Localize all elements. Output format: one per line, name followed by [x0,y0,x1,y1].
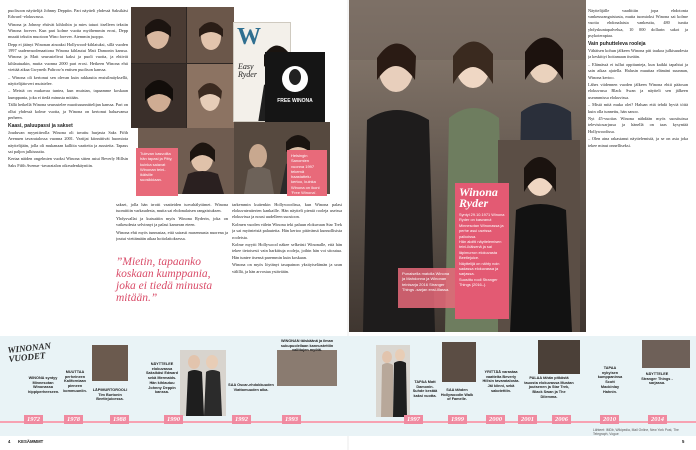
paragraph: Tällä hetkellä Winona seurustelee muotisuunnittelijan kanssa. Pari on ollut yhdessä kolme vuotta, ja Winona on kertonut haluavansa perheen. [8,102,128,120]
paragraph: tarkemmin kuitenkin Hollywoodissa, kun Winona palasi elokuvateatterien kankaille. Hän näytteli pieniä rooleja useissa elokuvissa ja nousi uudelleen suosioon. [232,202,342,220]
timeline-year: 2006 [552,415,571,424]
timeline-photo [442,342,476,382]
paragraph: sakset, jolla hän irrotti vaatteiden turvahälyttimet. Winona tuomittiin varkaudesta, mutta sai ehdonalaisen rangaistuksen. [116,202,228,214]
photo-caption-right: Helsingin Sanomien vuonna 1997 tekemä haastattelu kertoo, kuinka Winona on ikoni 'Free Winona'. [287,150,327,196]
paragraph: Näyttelijälle vaadittiin jopa ehdotonta vankeusrangaistusta, mutta tuomioksi Winona sai kolme vuotta ehdonalaista vankeutta, 480 tuntia yhdyskuntapalvelua, 10 000 dollarin sakot ja psykoterapiaa. [588,8,688,38]
paragraph: Kolmen vuoden välein Winona teki paluun elokuvaan Star Trek ja sai myönteistä palautetta. Hän kertoo pitävänsä kunnollisista rooleista. [232,222,342,240]
timeline-year: 1978 [64,415,83,424]
page-number-right: 5 [682,439,685,444]
paragraph: – Mistä mitä muka olet? Haluan että tehdä hyviä töitä kuin olla tunnettu, hän sanoo. [588,102,688,114]
subheading: Vain puhutteleva rooleja [588,41,646,48]
timeline-event: TAPAA Matt Damonin. Suhde kestää kaksi vuotta. [412,380,438,399]
timeline-event: YRITTÄÄ varastaa vaatteita Beverly Hillsin tavaratalosta. Jäi kiinni, sekä sakotettiin. [482,370,520,393]
paragraph: Jouduvan myyntiteolla Winona oli tavattu hurjasta Saks Fifth Avenuen tavaratalossa vuonna 2001. Vartijat kiinnittivät huomiota näyttelijään, jolla oli mukanaan kalliita vaatteita ja asusteita. Tapaus sai paljon julkisuutta. [8,130,128,154]
winona-portrait-image [498,140,580,332]
paragraph: Kertaa näiden ongelmien vuoksi Winona sitten astui Beverly Hillsin Saks Fifth Avenue -tavaratalon oikeudenkäyntiin. [8,156,128,168]
timeline-title: WINONAN VUODET [7,340,52,365]
source-credit: Lähteet: IMDb, Wikipedia, Mail Online, New York Post, The Telegraph, Vogue [593,428,679,436]
pull-quote: ”Mietin, tapaanko koskaan kumppania, joka ei tiedä minusta mitään.” [116,256,213,304]
timeline-year: 1972 [24,415,43,424]
timeline-year: 1990 [164,415,183,424]
timeline-year: 2010 [600,415,619,424]
timeline-event: MUUTTAA perheineen Kaliforniaan pieneen kommuuniin. [63,370,87,393]
paragraph: Yhdysvallat ja kutsuttiin myös Winona Ryderin, joka on vaikeudesta selvinnyt ja palasi kameran eteen. [116,215,228,228]
paragraph: Winona ja Johnny ehtivät kihloihin ja mies tatuoi itselleen tekstin Winona forever. Kun pari kolme vuotta myöhemmin erosi, Depp muutti tekstin muotoon Wino forever. Aiemmin juoppo. [8,21,128,40]
info-box [455,183,509,319]
info-box-line: Syntyi 29.10.1971 Winona Ryder on kasvanut Minnesotan Winonassa ja perhe asui useissa paikoissa. [459,212,505,239]
timeline-event: NÄYTTELEE Stranger Things -sarjassa. [641,372,673,386]
timeline-event: TAPAA nykyisen kumppaninsa Scott Mackinlay Hahnin. [597,366,623,394]
free-winona-text: FREE WINONA [277,98,313,104]
paragraph: – Winona oli kertonut sen olevan kuin rakkautta ensisilmäyksellä, näyttelijätoveri muistelee. [8,74,128,86]
timeline-event: WINONA syntyy Minnesotan Winonassa hippiperheeseen. [28,376,60,395]
timeline-year: 2000 [486,415,505,424]
timeline-year: 1993 [282,415,301,424]
page-number-left: 4 [8,439,11,444]
timeline-year: 1992 [232,415,251,424]
paragraph: puolisoon näyttelijä Johnny Deppiin. Pari näytteli yhdessä Saksikäsi Edward -elokuvassa. [8,8,128,20]
info-box-line: Näyttelijä on nähty noin sadassa elokuvassa ja sarjassa. [459,260,500,277]
couple-image [180,350,226,416]
timeline-year: 1988 [110,415,129,424]
paragraph: – Olen aina rakastanut näyttelemistä, ja se on asia joka tekee minut onnelliseksi. [588,136,688,148]
left-text-column-1 [8,8,128,330]
timeline-photo [642,340,690,368]
paragraph: Lähes viidennen vuoden jälkeen Winona ehtii pääosan elokuvassa Black Swan ja näytteli sen jälkeen useammissa elokuvissa. [588,82,688,100]
film-stills-image [131,7,234,128]
timeline-event: WINONAN täiskäänä ja ilman sukupuolellaan kannustettiin valittujen myötä. [280,339,334,353]
paragraph: Vähäisen kohun jälkeen Winona piti taukoa julkisuudesta ja keskittyi hoitamaan itseään. [588,48,688,60]
winona-portrait-photo [498,140,580,332]
timeline-year: 1999 [448,415,467,424]
red-carpet-caption: Punaisella matolla Winona ja Mahdonna ja Winonan teinisarja 2016 Stranger Things -sarjan ensi-illassa. [398,268,456,308]
timeline-photo [180,350,226,416]
paragraph: – Meistä on mukavaa tuntea, kun muistan, tapaamme koskaan kumppania, joka ei tiedä minusta mitään. [8,88,128,100]
paragraph: Nyt 45-vuotias Winona nähdään myös suosituissa televisiosarjassa ja hänellä on taas kysyntää Hollywoodissa. [588,116,688,134]
timeline-photo [92,345,128,381]
timeline-event: SAA Oscar-ehdokkuuden Viattomuuden aika. [228,383,274,392]
timeline-photo [376,345,410,417]
timeline-year: 1997 [404,415,423,424]
timeline-line [0,421,696,423]
shirt-image [265,52,325,122]
magazine-name: KESÄMMMT [18,439,44,444]
magazine-logo: W [237,24,261,50]
left-text-column-3 [116,202,228,254]
paragraph: Winona ehti myös tunnustaa, että sairasti masennusta nuorena ja joutui viettämään aikaa hoitolaitoksessa. [116,229,228,242]
paragraph: – Elämässä ei tullut oppitunteja, kun kaikki tapahtui ja sain aikaa ajatella. Halusin muuttaa elämäni suunnan, Winona kertoo. [588,62,688,80]
timeline-event: SAA tähden Hollywoodin Walk of Famelle. [440,388,474,402]
free-winona-shirt-photo [265,52,325,122]
paragraph: Kolme myytti Hollywood näkee selkeästi Winonalle, että hän tekee tietoisesti vain harkittuja rooleja, joihin hän voi sitoutua. Hän tuntee itsensä paremmin kuin koskaan. [232,242,342,260]
photo-caption-left: Tulevan kasvoilta hän tapasi ja Pitty, kuinka saiavat Winonan teini-ikäisille suosikkiaan. [136,148,178,196]
timeline-year: 2001 [518,415,537,424]
couple-image [376,345,410,417]
timeline-year: 2014 [648,415,667,424]
info-box-name: Winona Ryder [459,185,498,210]
photo-collage-left [131,7,234,128]
paragraph: Winona on myös löytänyt tasapainon yksityiselämän ja uran välillä, ja hän arvostaa ystäviään. [232,262,342,274]
info-box-line: Suosittu rooli Stranger Things (2016–). [459,276,498,288]
subheading: Kaasi, paluupassi ja sakset [8,122,73,129]
timeline-event: NÄYTTELEE elokuvassa Saksikäsi Edward sekä Mermaids. Hän kihlautuu Johnny Deppin kanssa. [145,362,179,395]
paragraph: Depp ei jäänyt Winonan ainoaksi Hollywood-kihlatuksi, sillä vuoden 1997 uudenvuodenaattona Winona kihlautui Matt Damonin kanssa. Winona ja Matt seurustelivat kaksi ja puoli vuotta, ja ehtivät kihlautuakin, mutta vuonna 2000 pari erosi. Hetkeen Winona ehti viettää aikaa Gwyneth Paltrow'n entisen puolison kanssa. [8,42,128,72]
timeline-photo [277,350,337,386]
magazine-cover-title: Easy Ryder [238,62,257,79]
info-box-line: Hän aloitti näyttelemisen teini-ikäisenä ja sai läpimurron elokuvasta Beetlejuice. [459,239,502,261]
timeline-event: LÄPIMURTOROOLI Tim Burtonin Beetlejuicessa. [92,388,128,402]
left-text-column-4 [232,202,342,330]
timeline-event: PALAA tähän pitkästä tauosta elokuvassa Mustan joutsenen ja Star Trek, Black Swan ja The Dilemma. [524,376,574,399]
timeline-photo [538,340,580,374]
right-text-column [588,8,688,326]
